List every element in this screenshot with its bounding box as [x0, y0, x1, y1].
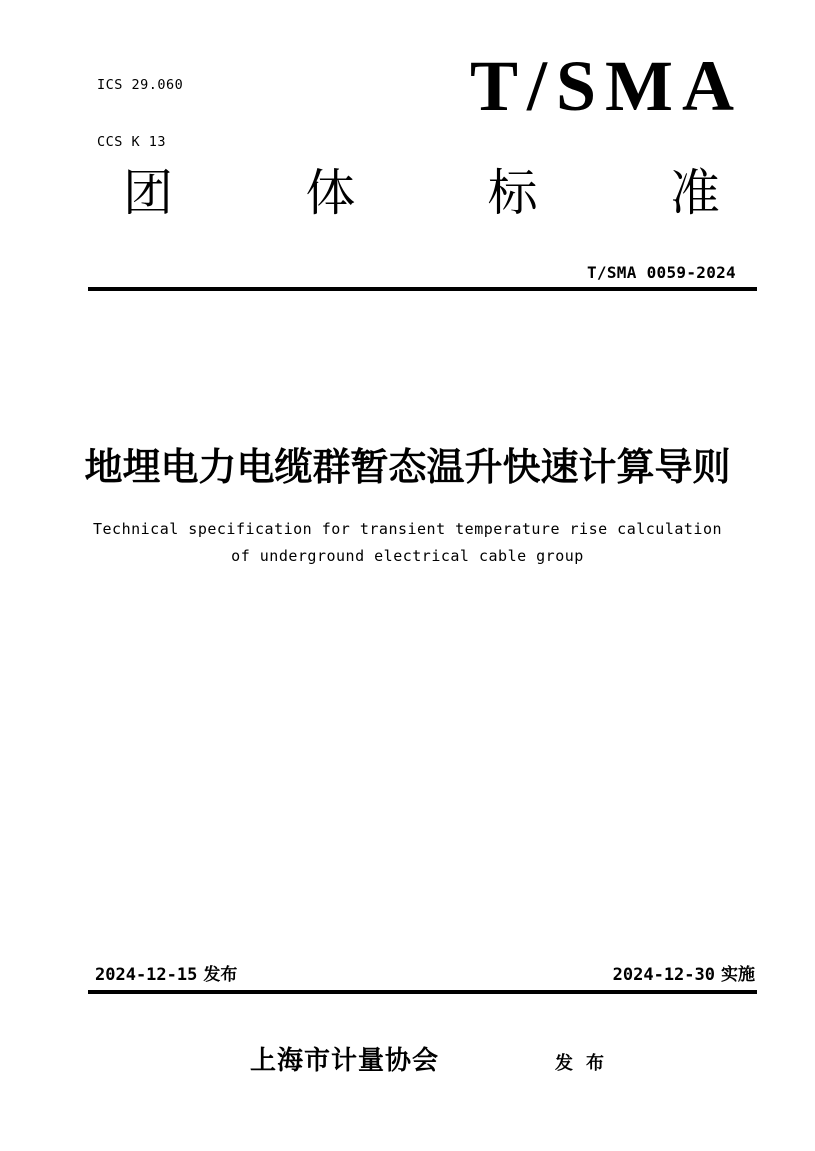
dates-row: [95, 963, 755, 987]
standard-org-logo: T/SMA: [469, 46, 743, 126]
header-divider-line: [88, 287, 757, 291]
document-title-en-line1: Technical specification for transient temperature rise calculation: [92, 520, 723, 538]
ics-code: ICS 29.060: [97, 77, 184, 93]
standard-type-char: 团: [123, 165, 173, 221]
document-title-zh: 地埋电力电缆群暂态温升快速计算导则: [84, 447, 731, 489]
footer-divider-line: [88, 990, 757, 994]
publisher-row: [95, 1044, 755, 1076]
implement-date: 2024-12-30: [612, 965, 715, 985]
ccs-code: CCS K 13: [97, 134, 167, 150]
standard-type-title: [123, 164, 720, 222]
document-title-en: [0, 516, 815, 570]
issue-date-label: 发布: [203, 965, 238, 984]
standard-type-char: 准: [669, 165, 720, 221]
standard-number: T/SMA 0059-2024: [587, 263, 736, 282]
standard-type-char: 体: [305, 165, 356, 221]
implement-date-label: 实施: [721, 965, 755, 984]
publish-action-label: 发 布: [555, 1053, 609, 1073]
standard-type-char: 标: [487, 165, 538, 221]
issue-date-group: [95, 963, 237, 987]
document-title-en-line2: of underground electrical cable group: [231, 547, 584, 565]
publisher-name: 上海市计量协会: [250, 1045, 440, 1075]
issue-date: 2024-12-15: [95, 965, 198, 985]
implement-date-group: [613, 963, 755, 987]
